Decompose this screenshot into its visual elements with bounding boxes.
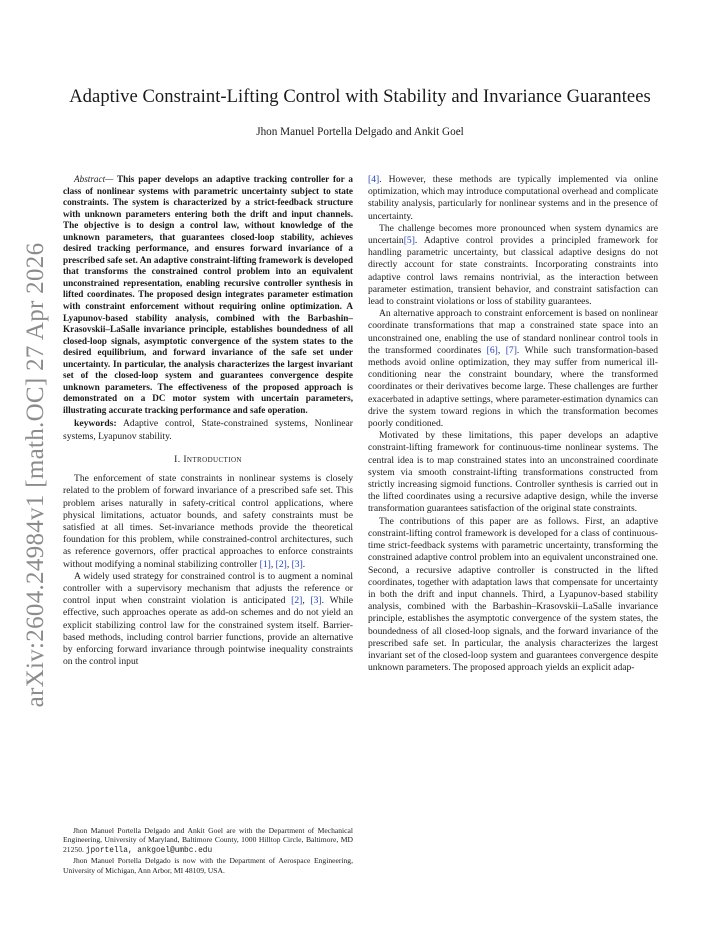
intro-paragraph-4: An alternative approach to constraint enforcement is based on nonlinear coordinate transformations that map a constrained state space into an unconstrained one, enabling the use of standard nonlinear control tools in the transformed coordinates [6], [7]. While such transformation-based methods avoid online optimization, they may suffer from numerical ill-conditioning near the constraint boundary, where the transformed coordinates or their derivatives become large. These challenges are further exacerbated in adaptive settings, where parameter-estimation dynamics can drive the system toward regions in which the transformation becomes poorly conditioned. — [368, 308, 659, 430]
keywords-text: Adaptive control, State-constrained systems, Nonlinear systems, Lyapunov stability. — [63, 418, 353, 442]
intro-paragraph-6: The contributions of this paper are as follows. First, an adaptive constraint-lifting control framework is developed for a class of continuous-time strict-feedback systems with parametric uncertainty, transforming the constrained adaptive control problem into an equivalent unconstrained one. Second, a recursive adaptive controller is constructed in the lifted coordinates, together with adaptation laws that compensate for uncertainty in both the drift and input channels. Third, a Lyapunov-based stability analysis, combined with the Barbashin–Krasovskii–LaSalle invariance principle, establishes the asymptotic convergence of the system states, the boundedness of all closed-loop signals, and the forward invariance of the prescribed safe set. In particular, the analysis characterizes the largest invariant set of the closed-loop system and guarantees convergence despite unknown parameters. The proposed approach yields an explicit adap- — [368, 515, 658, 674]
section-heading — [63, 454, 353, 466]
citation-link[interactable]: [3] — [291, 558, 303, 570]
section-number: I. — [174, 453, 181, 465]
citation-link[interactable]: [3] — [310, 595, 322, 607]
citation-link[interactable]: [5] — [403, 235, 415, 247]
author-footnote — [63, 826, 353, 875]
arxiv-identifier: arXiv:2604.24984v1 [math.OC] 27 Apr 2026 — [22, 242, 49, 708]
paper-title: Adaptive Constraint-Lifting Control with Stability and Invariance Guarantees — [69, 86, 651, 107]
abstract-label: Abstract— — [74, 174, 114, 184]
abstract — [63, 174, 353, 416]
left-column — [63, 174, 353, 668]
footnote-affiliation: Jhon Manuel Portella Delgado and Ankit Goel are with the Department of Mechanical Engineering, University of Maryland, Baltimore County, 1000 Hilltop Circle, Baltimore, MD 21250. jportella, ankgoel@umbc.edu — [63, 826, 353, 855]
abstract-text: This paper develops an adaptive tracking controller for a class of nonlinear systems with parametric uncertainty subject to state constraints. The system is characterized by a strict-feedback structure with unknown parameters entering both the drift and input channels. The objective is to design a control law, without knowledge of the unknown parameters, that guarantees closed-loop stability, achieves desired tracking performance, and ensures forward invariance of a prescribed safe set. An adaptive constraint-lifting framework is developed that transforms the constrained control problem into an equivalent unconstrained representation, enabling recursive controller synthesis in lifted coordinates. The proposed design integrates parameter estimation with constraint enforcement without requiring online optimization. A Lyapunov-based stability analysis, combined with the Barbashin–Krasovskii–LaSalle invariance principle, establishes boundedness of all closed-loop signals, asymptotic convergence of the system states to the desired equilibrium, and forward invariance of the safe set under uncertainty. In particular, the analysis characterizes the largest invariant set of the closed-loop system and guarantees convergence despite unknown parameters. The effectiveness of the proposed approach is demonstrated on a DC motor system with uncertain parameters, illustrating accurate tracking performance and safe operation. — [63, 174, 353, 415]
footnote-emails: jportella, ankgoel@umbc.edu — [85, 846, 213, 855]
citation-link[interactable]: [1] — [259, 558, 271, 570]
paper-authors: Jhon Manuel Portella Delgado and Ankit Goel — [256, 126, 464, 138]
citation-link[interactable]: [6] — [486, 344, 498, 356]
citation-link[interactable]: [2] — [275, 558, 287, 570]
intro-paragraph-1: The enforcement of state constraints in nonlinear systems is closely related to the problem of forward invariance of a prescribed safe set. This problem arises naturally in safety-critical control applications, where physical limitations, actuator bounds, and safety constraints must be satisfied at all times. Set-invariance methods provide the theoretical foundation for this problem, while constrained-control architectures, such as reference governors, offer practical approaches to enforce constraints without modifying a nominal stabilizing controller [1], [2], [3]. — [63, 473, 353, 570]
intro-paragraph-3: The challenge becomes more pronounced when system dynamics are uncertain[5]. Adaptive control provides a principled framework for handling parametric uncertainty, but classical adaptive designs do not directly account for state constraints. Incorporating constraints into adaptive control laws remains nontrivial, as the interaction between parameter estimation, transient behavior, and constraint satisfaction can lead to constraint violations or loss of stability guarantees. — [368, 222, 658, 308]
keywords — [63, 418, 353, 442]
citation-link[interactable]: [2] — [291, 595, 303, 607]
right-column — [368, 174, 658, 674]
keywords-label: keywords: — [74, 418, 117, 430]
intro-paragraph-5: Motivated by these limitations, this paper develops an adaptive constraint-lifting framework for continuous-time nonlinear systems. The central idea is to map constrained states into an unconstrained coordinate system via smooth constraint-lifting transformations constructed from strictly increasing sigmoid functions. Controller synthesis is carried out in the lifted coordinates using a recursive adaptive design, while the inverse transformation guarantees satisfaction of the original state constraints. — [368, 430, 658, 515]
citation-link[interactable]: [4] — [368, 174, 380, 185]
intro-paragraph-continued: [4]. However, these methods are typically implemented via online optimization, which may introduce computational overhead and complicate stability analysis, particularly for nonlinear systems and in the presence of uncertainty. — [368, 174, 658, 222]
section-title: Introduction — [183, 453, 242, 465]
footnote-current-affiliation: Jhon Manuel Portella Delgado is now with the Department of Aerospace Engineering, University of Michigan, Ann Arbor, MI 48109, USA. — [63, 856, 353, 875]
citation-link[interactable]: [7] — [505, 344, 517, 356]
arxiv-watermark — [14, 115, 58, 835]
intro-paragraph-2: A widely used strategy for constrained control is to augment a nominal controller with a supervisory mechanism that adjusts the reference or control input when constraint violation is anticipated [2], [3]. While effective, such approaches operate as add-on schemes and do not yield an explicit stabilizing control law for the constrained system itself. Barrier-based methods, including control barrier functions, provide an alternative by enforcing forward invariance through pointwise inequality constraints on the control input — [63, 570, 354, 668]
